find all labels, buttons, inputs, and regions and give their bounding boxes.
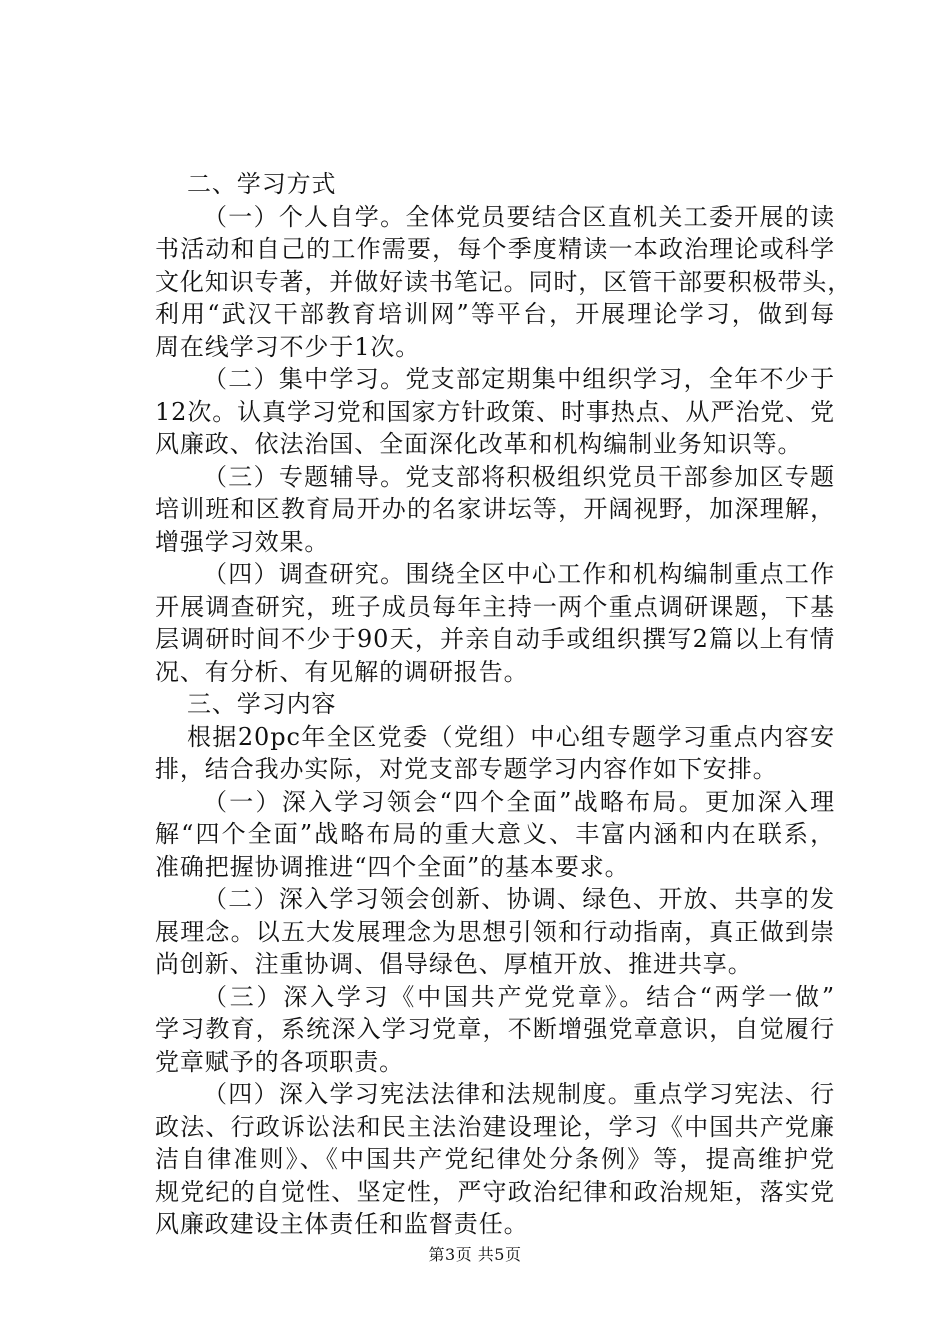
- paragraph-line: 风廉政、依法治国、全面深化改革和机构编制业务知识等。: [155, 430, 803, 458]
- paragraph-line: 尚创新、注重协调、倡导绿色、厚植开放、推进共享。: [155, 950, 753, 978]
- paragraph-line: 利用“武汉干部教育培训网”等平台，开展理论学习，做到每: [155, 300, 835, 328]
- paragraph-line: （四）深入学习宪法法律和法规制度。重点学习宪法、行: [203, 1080, 835, 1108]
- paragraph-line: 规党纪的自觉性、坚定性，严守政治纪律和政治规矩，落实党: [155, 1177, 835, 1206]
- paragraph-line: （三）深入学习《中国共产党党章》。结合“两学一做”: [203, 982, 835, 1011]
- paragraph-line: 培训班和区教育局开办的名家讲坛等，开阔视野，加深理解，: [155, 495, 835, 523]
- paragraph-line: 风廉政建设主体责任和监督责任。: [155, 1210, 529, 1238]
- paragraph-line: （二）集中学习。党支部定期集中组织学习，全年不少于: [203, 365, 835, 393]
- paragraph-line: （四）调查研究。围绕全区中心工作和机构编制重点工作: [203, 560, 835, 588]
- paragraph-line: （二）深入学习领会创新、协调、绿色、开放、共享的发: [203, 885, 835, 913]
- paragraph-line: 展理念。以五大发展理念为思想引领和行动指南，真正做到崇: [155, 917, 835, 946]
- paragraph-line: 增强学习效果。: [155, 527, 330, 556]
- paragraph-line: 政法、行政诉讼法和民主法治建设理论，学习《中国共产党廉: [155, 1112, 835, 1141]
- paragraph-line: 党章赋予的各项职责。: [155, 1047, 404, 1076]
- paragraph-line: 学习教育，系统深入学习党章，不断增强党章意识，自觉履行: [155, 1015, 835, 1043]
- paragraph-line: 周在线学习不少于1次。: [155, 332, 421, 361]
- paragraph-line: 12次。认真学习党和国家方针政策、时事热点、从严治党、党: [155, 397, 835, 426]
- paragraph-line: 开展调查研究，班子成员每年主持一两个重点调研课题，下基: [155, 592, 835, 621]
- paragraph-line: （一）个人自学。全体党员要结合区直机关工委开展的读: [203, 202, 835, 231]
- paragraph-line: 洁自律准则》、《中国共产党纪律处分条例》等，提高维护党: [155, 1145, 835, 1173]
- paragraph-line: （一）深入学习领会“四个全面”战略布局。更加深入理: [203, 787, 835, 816]
- document-body: [155, 168, 853, 1241]
- paragraph-line: 排，结合我办实际，对党支部专题学习内容作如下安排。: [155, 755, 778, 783]
- paragraph-line: 况、有分析、有见解的调研报告。: [155, 657, 529, 686]
- section-heading-study-methods: 二、学习方式: [187, 170, 337, 198]
- paragraph-line: 准确把握协调推进“四个全面”的基本要求。: [155, 852, 630, 881]
- paragraph-line: 文化知识专著，并做好读书笔记。同时，区管干部要积极带头，: [155, 267, 853, 296]
- paragraph-line: 解“四个全面”战略布局的重大意义、丰富内涵和内在联系，: [155, 820, 835, 848]
- paragraph-line: 根据20pc年全区党委（党组）中心组专题学习重点内容安: [187, 722, 835, 751]
- paragraph-line: 书活动和自己的工作需要，每个季度精读一本政治理论或科学: [155, 235, 835, 263]
- page-number-footer: 第3页 共5页: [428, 1245, 522, 1264]
- paragraph-line: （三）专题辅导。党支部将积极组织党员干部参加区专题: [203, 462, 835, 491]
- paragraph-line: 层调研时间不少于90天，并亲自动手或组织撰写2篇以上有情: [155, 625, 835, 653]
- section-heading-study-content: 三、学习内容: [187, 690, 337, 718]
